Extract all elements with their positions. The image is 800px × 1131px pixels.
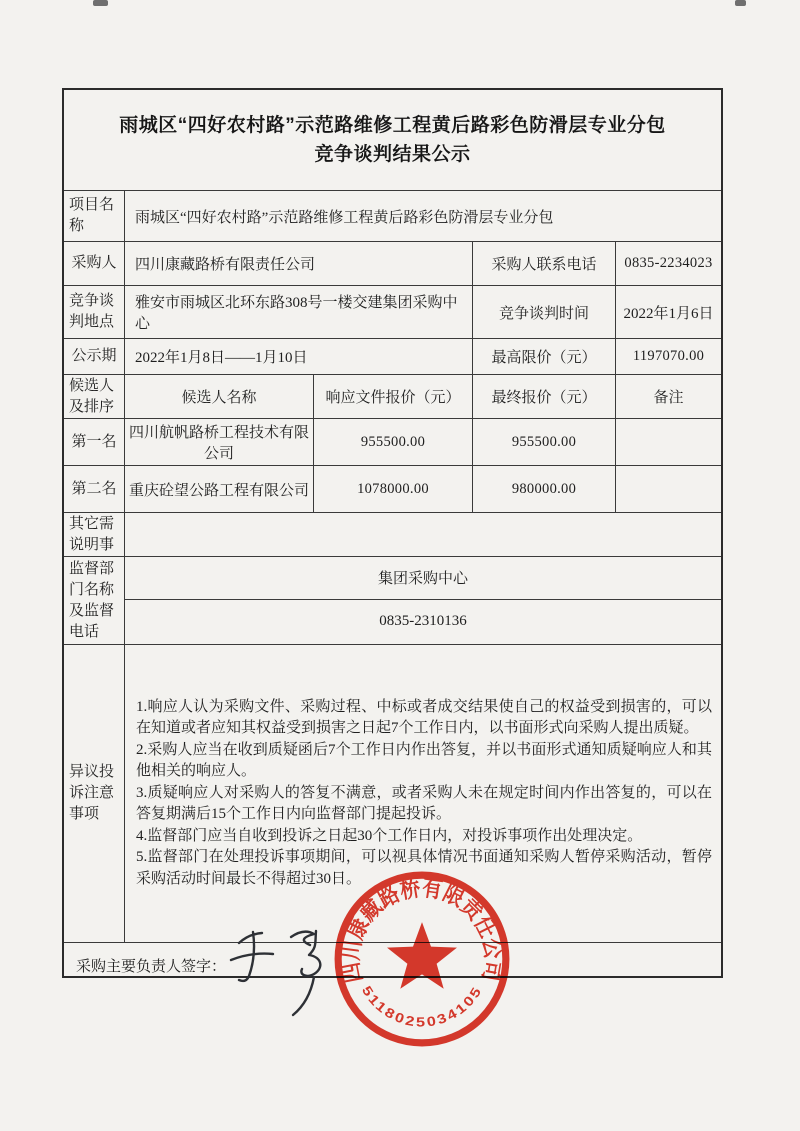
project-name-row	[64, 190, 721, 241]
objection-row	[64, 644, 721, 942]
document-title-line1: 雨城区“四好农村路”示范路维修工程黄后路彩色防滑层专业分包	[119, 115, 666, 136]
objection-label: 异议投诉注意事项	[69, 764, 115, 822]
supervision-row	[64, 556, 721, 644]
publicity-value: 2022年1月8日——1月10日	[124, 339, 472, 374]
scan-artifact-right	[735, 0, 746, 6]
other-notes-label: 其它需说明事	[69, 515, 115, 553]
objection-item-4: 4.监督部门应当自收到投诉之日起30个工作日内，对投诉事项作出处理决定。	[136, 827, 643, 844]
candidates-note-header: 备注	[615, 375, 721, 418]
purchaser-row	[64, 241, 721, 285]
candidate-2-name: 重庆砼望公路工程有限公司	[124, 466, 313, 512]
supervision-values	[124, 557, 721, 644]
candidate-1-final: 955500.00	[472, 419, 615, 465]
project-name-label: 项目名称	[69, 197, 115, 234]
supervision-department: 集团采购中心	[377, 571, 468, 588]
candidates-header-row	[64, 374, 721, 418]
candidate-1-bid: 955500.00	[313, 419, 472, 465]
candidate-2-note	[615, 466, 721, 512]
objection-item-2: 2.采购人应当在收到质疑函后7个工作日内作出答复，并以书面形式通知质疑响应人和其他相关的响应人。	[136, 741, 712, 780]
candidates-final-header: 最终报价（元）	[472, 375, 615, 418]
negotiation-time-value: 2022年1月6日	[615, 286, 721, 338]
document-title-line2: 竞争谈判结果公示	[314, 144, 471, 165]
candidates-bid-header: 响应文件报价（元）	[313, 375, 472, 418]
max-price-label: 最高限价（元）	[472, 339, 615, 374]
venue-row	[64, 285, 721, 338]
supervision-phone: 0835-2310136	[125, 599, 721, 644]
result-announcement-table	[62, 88, 723, 978]
seal-company-name: 四川康藏路桥有限责任公司	[336, 873, 508, 988]
other-notes-row	[64, 512, 721, 556]
negotiation-time-label: 竞争谈判时间	[472, 286, 615, 338]
other-notes-value	[124, 513, 721, 556]
purchaser-phone-label: 采购人联系电话	[472, 242, 615, 285]
candidate-row-2	[64, 465, 721, 512]
candidate-1-name: 四川航帆路桥工程技术有限公司	[124, 419, 313, 465]
publicity-label: 公示期	[71, 348, 117, 364]
title-row	[64, 90, 721, 190]
objection-item-3: 3.质疑响应人对采购人的答复不满意，或者采购人未在规定时间内作出答复的，可以在答复期满后15个工作日内向监督部门提起投诉。	[136, 784, 712, 823]
purchaser-phone-value: 0835-2234023	[615, 242, 721, 285]
candidate-2-rank: 第二名	[71, 480, 117, 497]
purchaser-label: 采购人	[71, 255, 117, 271]
candidates-rank-header: 候选人及排序	[69, 377, 115, 415]
objection-item-1: 1.响应人认为采购文件、采购过程、中标或者成交结果使自己的权益受到损害的，可以在知道或者应知其权益受到损害之日起7个工作日内，以书面形式向采购人提出质疑。	[136, 698, 712, 737]
supervision-label: 监督部门名称及监督电话	[69, 560, 115, 640]
candidates-name-header: 候选人名称	[124, 375, 313, 418]
project-name-value: 雨城区“四好农村路”示范路维修工程黄后路彩色防滑层专业分包	[124, 191, 721, 241]
signature-label: 采购主要负责人签字：	[76, 958, 227, 975]
venue-value: 雅安市雨城区北环东路308号一楼交建集团采购中心	[124, 286, 472, 338]
signature-row	[64, 942, 721, 987]
venue-label: 竞争谈判地点	[69, 293, 115, 330]
candidate-1-note	[615, 419, 721, 465]
document-title	[64, 111, 721, 169]
max-price-value: 1197070.00	[615, 339, 721, 374]
publicity-row	[64, 338, 721, 374]
seal-number: 5118025034105	[358, 983, 485, 1030]
scan-artifact-left	[93, 0, 108, 6]
candidate-2-bid: 1078000.00	[313, 466, 472, 512]
svg-text:5118025034105	[359, 983, 485, 1030]
objection-text	[136, 697, 712, 891]
candidate-1-rank: 第一名	[71, 433, 117, 450]
candidate-2-final: 980000.00	[472, 466, 615, 512]
candidate-row-1	[64, 418, 721, 465]
objection-item-5: 5.监督部门在处理投诉事项期间，可以视具体情况书面通知采购人暂停采购活动，暂停采购活动时间最长不得超过30日。	[136, 849, 712, 887]
objection-content	[124, 645, 721, 942]
purchaser-value: 四川康藏路桥有限责任公司	[124, 242, 472, 285]
